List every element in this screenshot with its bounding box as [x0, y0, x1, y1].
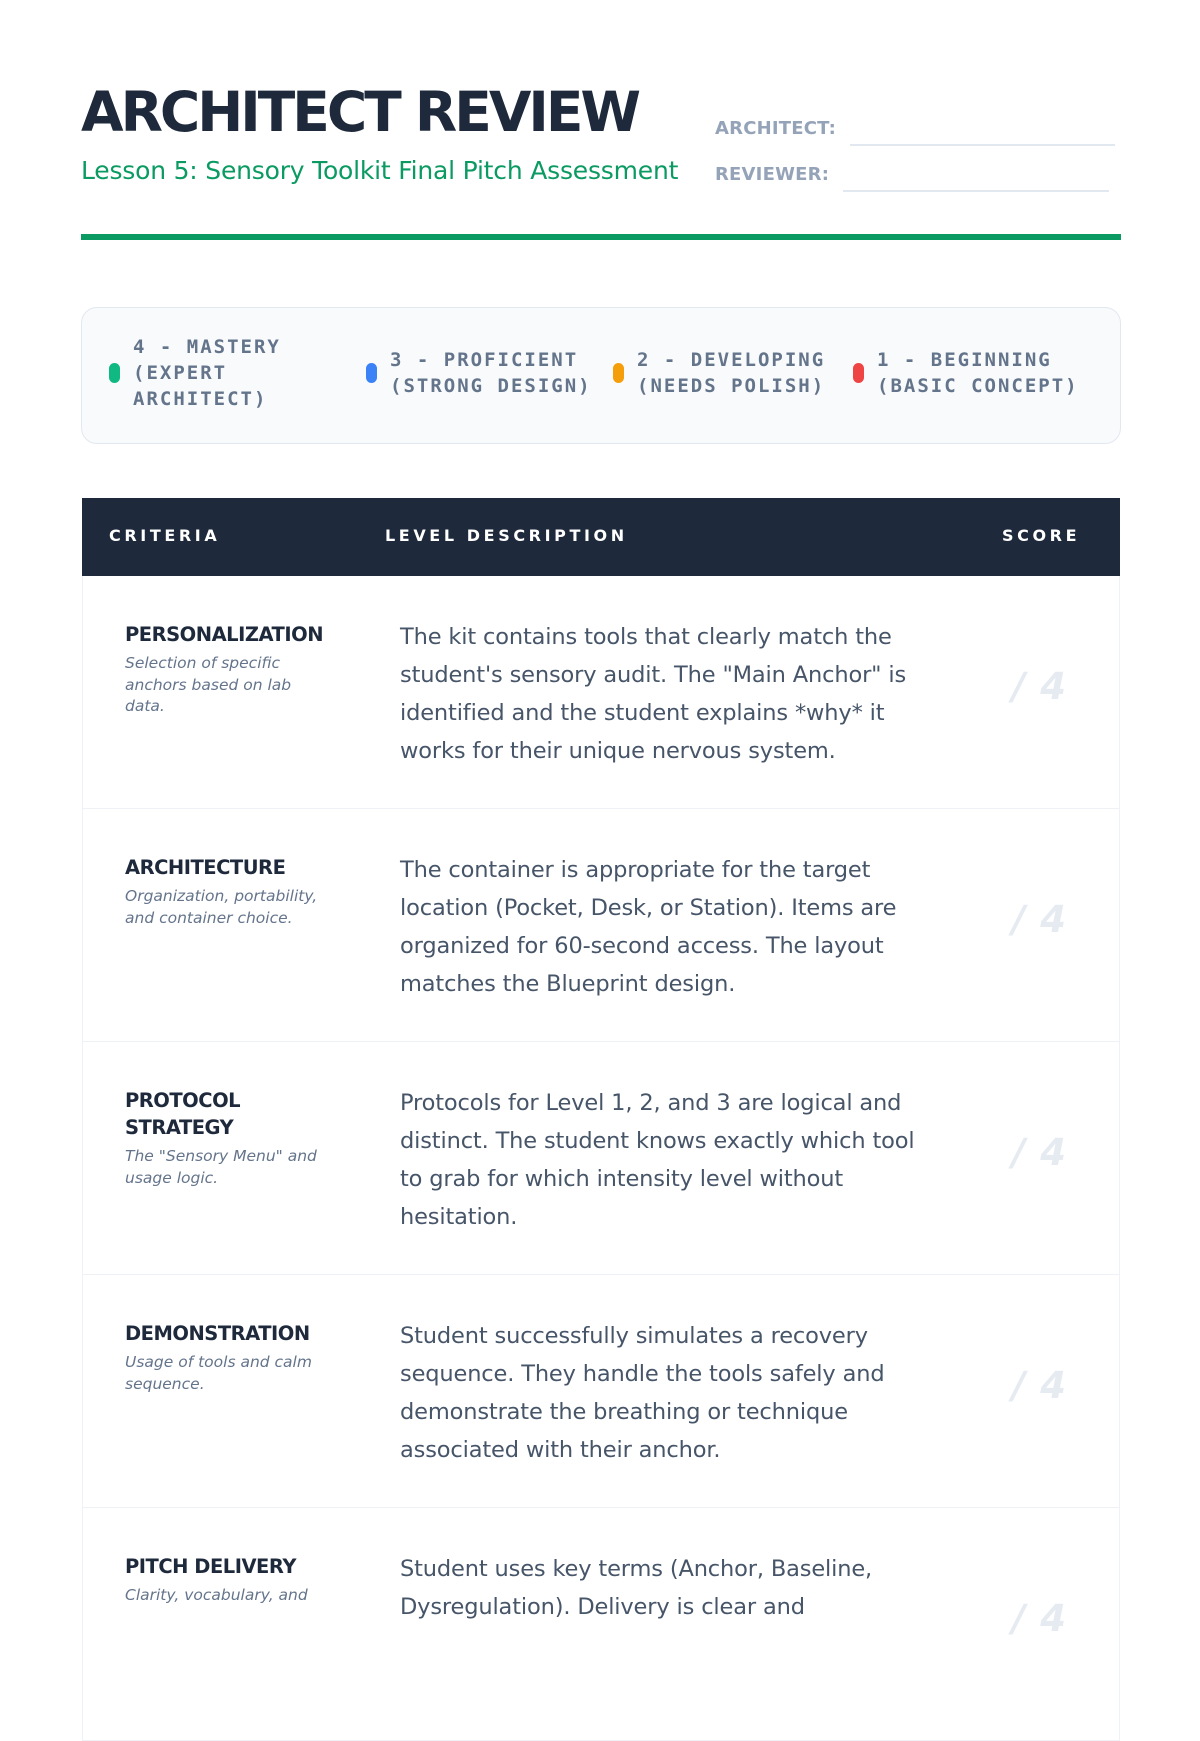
architect-label: ARCHITECT:	[715, 118, 837, 139]
page-title: ARCHITECT REVIEW	[81, 80, 639, 144]
score-field[interactable]: / 4	[1011, 898, 1067, 941]
architect-input-line[interactable]	[850, 144, 1115, 146]
column-header-score: SCORE	[1002, 526, 1081, 545]
score-field[interactable]: / 4	[1011, 1131, 1067, 1174]
level-description: Student successfully simulates a recovery sequence. They handle the tools safely and demonstrate the breathing or technique associated with their anchor.	[400, 1323, 885, 1463]
score-field[interactable]: / 4	[1011, 1364, 1067, 1407]
criteria-subtitle: Organization, portability, and container choice.	[125, 887, 318, 927]
legend-dot-icon	[109, 363, 120, 383]
criteria-subtitle: Selection of specific anchors based on lab data.	[125, 654, 292, 715]
criteria-subtitle: Clarity, vocabulary, and	[125, 1586, 308, 1604]
criteria-cell	[125, 854, 325, 929]
legend-label: 4 - MASTERY (EXPERT ARCHITECT)	[133, 336, 281, 410]
criteria-subtitle: Usage of tools and calm sequence.	[125, 1353, 312, 1393]
reviewer-label: REVIEWER:	[715, 164, 830, 185]
legend-label: 1 - BEGINNING (BASIC CONCEPT)	[877, 349, 1079, 397]
legend-label: 2 - DEVELOPING (NEEDS POLISH)	[637, 349, 826, 397]
criteria-name: PITCH DELIVERY	[125, 1555, 296, 1578]
criteria-cell	[125, 1553, 325, 1607]
table-row	[82, 1508, 1120, 1741]
criteria-name: PERSONALIZATION	[125, 623, 324, 646]
header-divider	[81, 234, 1121, 240]
level-description: The kit contains tools that clearly match the student's sensory audit. The "Main Anchor" is identified and the student explains *why* it works for their unique nervous system.	[400, 624, 907, 764]
table-row	[82, 809, 1120, 1042]
criteria-subtitle: The "Sensory Menu" and usage logic.	[125, 1147, 317, 1187]
reviewer-input-line[interactable]	[843, 190, 1109, 192]
score-field[interactable]: / 4	[1011, 1597, 1067, 1640]
legend-item-developing	[613, 347, 825, 399]
table-row	[82, 1042, 1120, 1275]
reviewer-field	[715, 164, 1109, 185]
rubric-table	[82, 498, 1120, 1741]
legend-item-beginning	[853, 347, 1079, 399]
legend-dot-icon	[613, 363, 624, 383]
header	[81, 0, 1121, 245]
table-header	[82, 498, 1120, 576]
legend-dot-icon	[366, 363, 377, 383]
column-header-description: LEVEL DESCRIPTION	[385, 526, 628, 545]
criteria-name: DEMONSTRATION	[125, 1322, 310, 1345]
criteria-cell	[125, 621, 325, 718]
page-subtitle: Lesson 5: Sensory Toolkit Final Pitch Assessment	[81, 156, 679, 185]
score-field[interactable]: / 4	[1011, 665, 1067, 708]
score-legend	[81, 307, 1121, 444]
level-description: The container is appropriate for the target location (Pocket, Desk, or Station). Items are organized for 60-second access. The layout matches the Blueprint design.	[400, 857, 897, 997]
criteria-name: ARCHITECTURE	[125, 856, 286, 879]
legend-item-proficient	[366, 347, 592, 399]
criteria-cell	[125, 1320, 325, 1395]
legend-dot-icon	[853, 363, 864, 383]
table-row	[82, 1275, 1120, 1508]
level-description: Student uses key terms (Anchor, Baseline, Dysregulation). Delivery is clear and	[400, 1556, 873, 1620]
column-header-criteria: CRITERIA	[109, 526, 221, 545]
rubric-page	[81, 0, 1121, 1640]
criteria-name: PROTOCOL STRATEGY	[125, 1089, 241, 1139]
architect-field	[715, 118, 1115, 139]
criteria-cell	[125, 1087, 325, 1189]
legend-label: 3 - PROFICIENT (STRONG DESIGN)	[390, 349, 592, 397]
table-row	[82, 576, 1120, 809]
level-description: Protocols for Level 1, 2, and 3 are logical and distinct. The student knows exactly which tool to grab for which intensity level without hesitation.	[400, 1090, 915, 1230]
legend-item-mastery	[109, 334, 329, 412]
